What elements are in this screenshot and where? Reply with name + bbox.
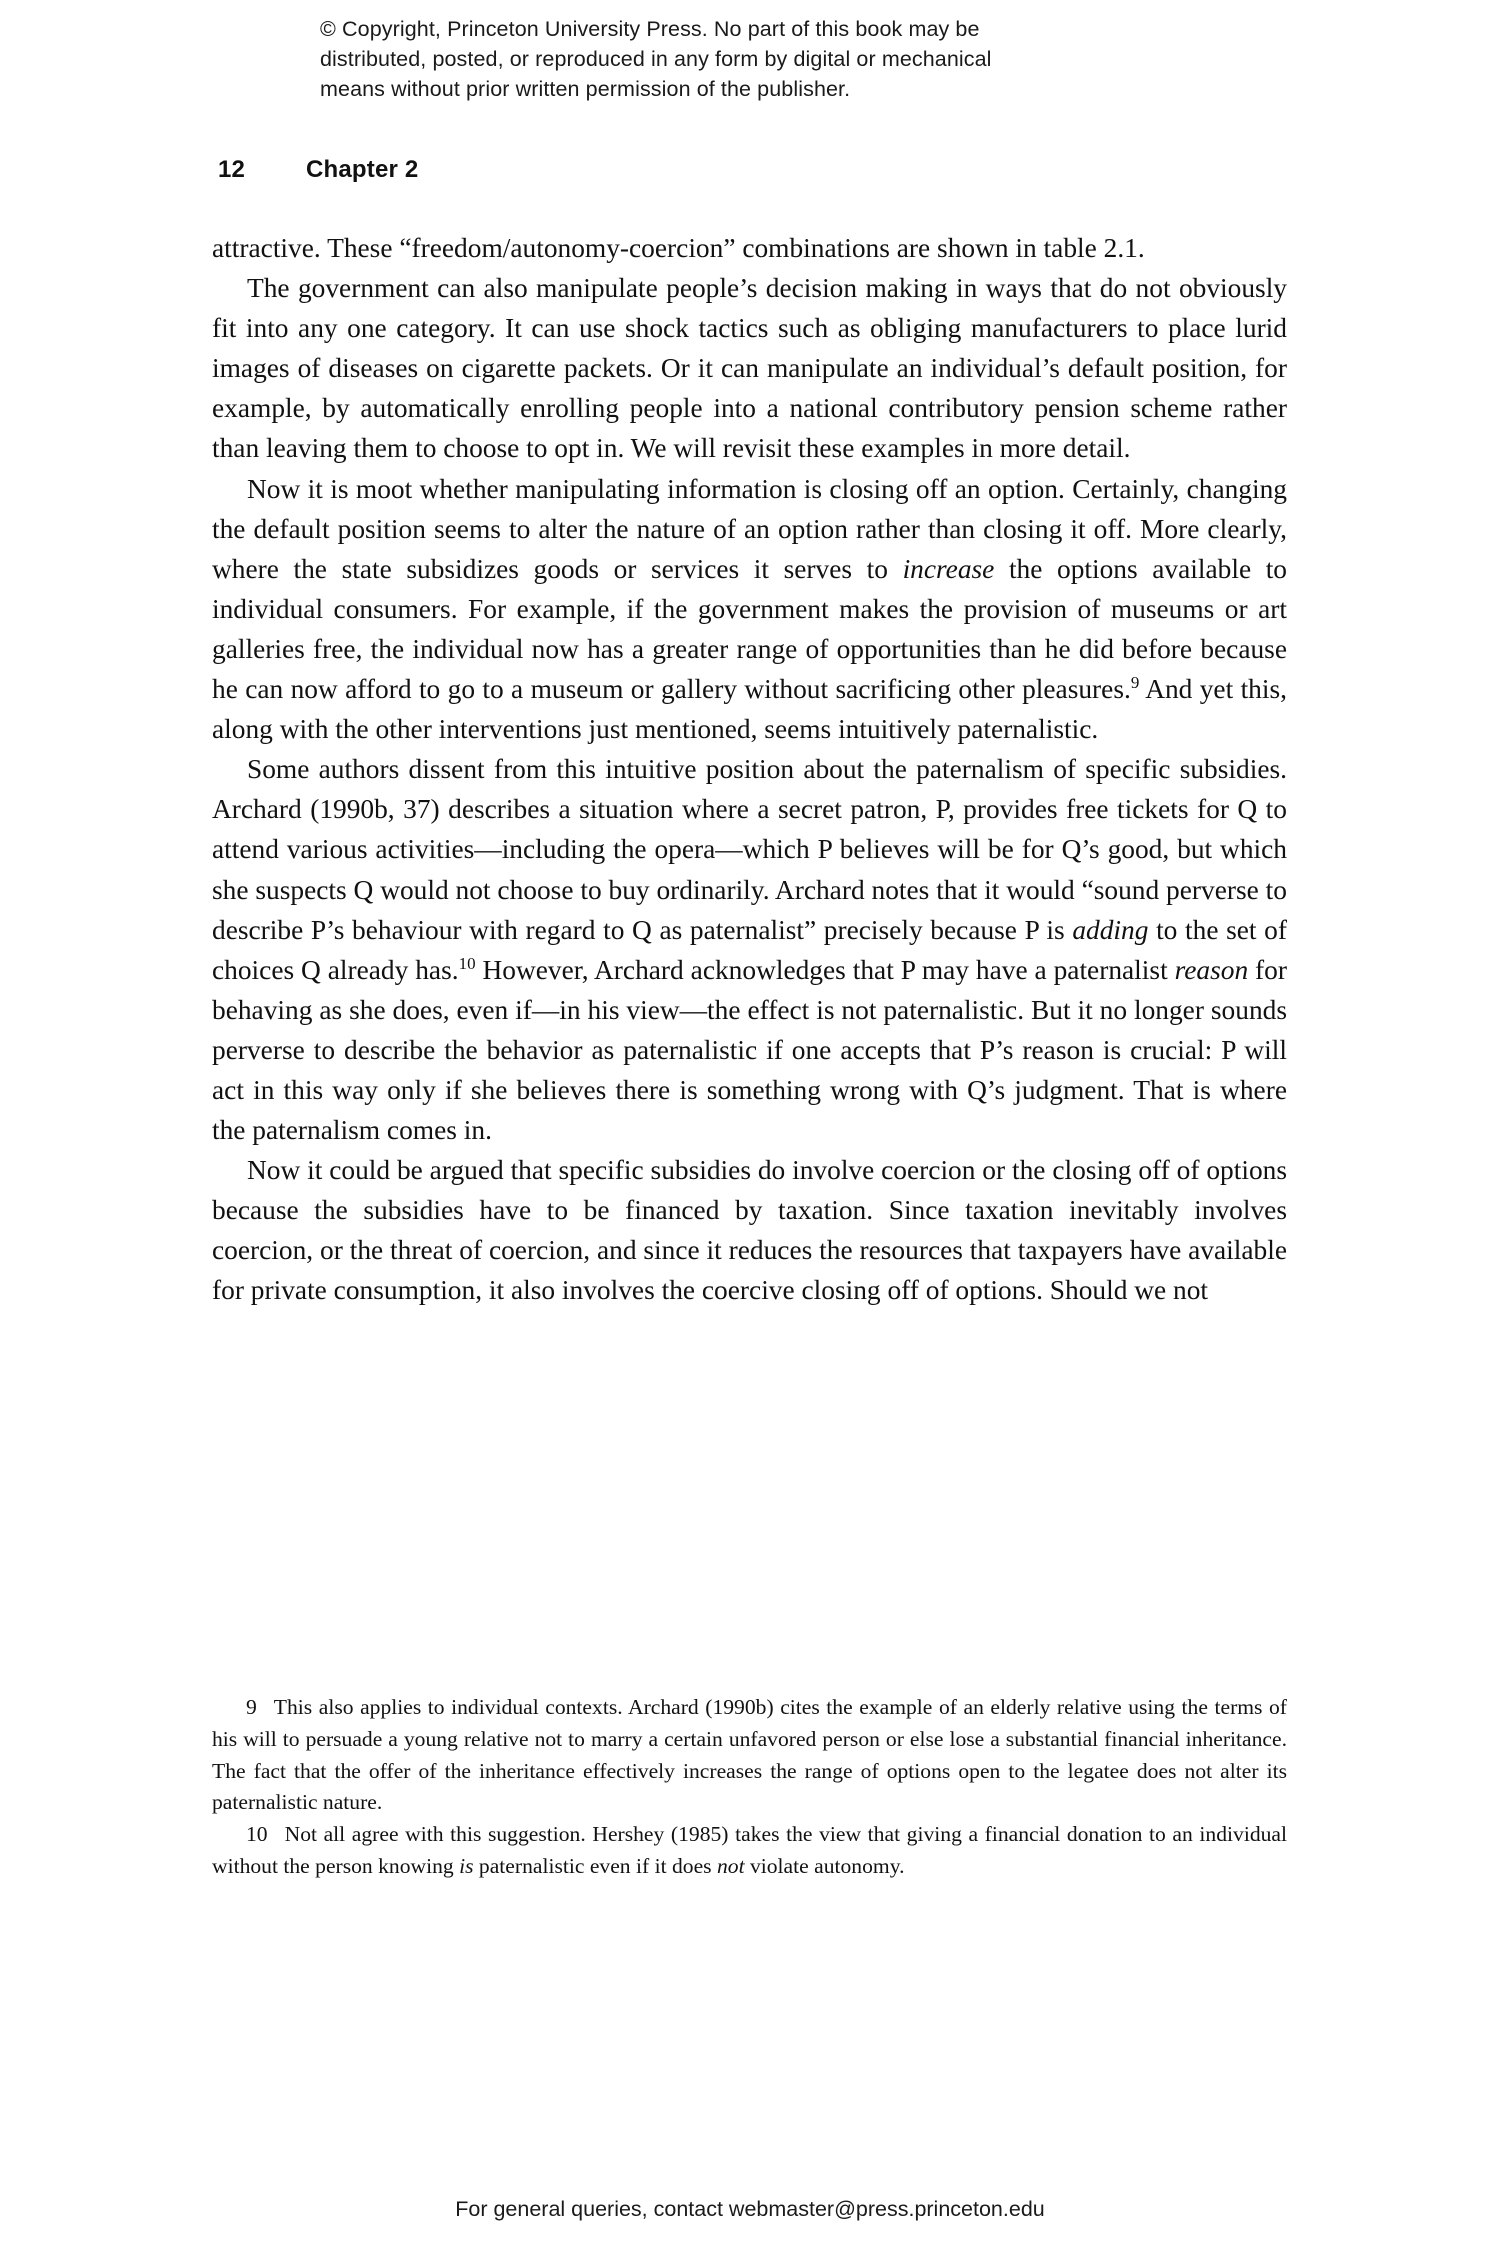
footnotes-section [212, 1692, 1287, 1883]
body-paragraph: Now it could be argued that specific subsidies do involve coercion or the closing off of options because the subsidies have to be financed by taxation. Since taxation inevitably involves coercion, or the threat of coercion, and since it reduces the resources that taxpayers have available for private consumption, it also involves the coercive closing off of options. Should we not [212, 1155, 1287, 1306]
footnote-reference[interactable]: 10 [458, 953, 476, 973]
footnote-entry: 10 Not all agree with this suggestion. Hershey (1985) takes the view that giving a financial donation to an individual without the person knowing is paternalistic even if it does not violate autonomy. [212, 1819, 1287, 1883]
copyright-line-3: means without prior written permission of the publisher. [320, 77, 851, 101]
page-number: 12 [218, 156, 246, 183]
emphasis-text: is [459, 1853, 474, 1878]
footnote-entry: 9 This also applies to individual contexts. Archard (1990b) cites the example of an elderly relative using the terms of his will to persuade a young relative not to marry a certain unfavored person or else lose a substantial financial inheritance. The fact that the offer of the inheritance effectively increases the range of options open to the legatee does not alter its paternalistic nature. [212, 1692, 1287, 1819]
emphasis-text: not [716, 1853, 745, 1878]
copyright-notice [320, 14, 1180, 104]
emphasis-text: increase [902, 553, 995, 584]
body-paragraph: Some authors dissent from this intuitive position about the paternalism of specific subsidies. Archard (1990b, 37) describes a situation where a secret patron, P, provides free tickets for Q to attend various activities—including the opera—which P believes will be for Q’s good, but which she suspects Q would not choose to buy ordinarily. Archard notes that it would “sound perverse to describe P’s behaviour with regard to Q as paternalist” precisely because P is adding to the set of choices Q already has.$^{10}$ However, Archard acknowledges that P may have a paternalist reason for behaving as she does, even if—in his view—the effect is not paternalistic. But it no longer sounds perverse to describe the behavior as paternalistic if one accepts that P’s reason is crucial: P will act in this way only if she believes there is something wrong with Q’s judgment. That is where the paternalism comes in. [212, 754, 1287, 1146]
body-text-column [212, 228, 1287, 1311]
page-footer [0, 2195, 1500, 2223]
emphasis-text: adding [1072, 914, 1149, 945]
running-head [218, 155, 418, 185]
copyright-line-1: © Copyright, Princeton University Press. No part of this book may be [320, 17, 980, 41]
copyright-line-2: distributed, posted, or reproduced in any form by digital or mechanical [320, 47, 992, 71]
footnote-reference[interactable]: 9 [1130, 672, 1140, 692]
body-paragraph: Now it is moot whether manipulating information is closing off an option. Certainly, changing the default position seems to alter the nature of an option rather than closing it off. More clearly, where the state subsidizes goods or services it serves to increase the options available to individual consumers. For example, if the government makes the provision of museums or art galleries free, the individual now has a greater range of opportunities than he did before because he can now afford to go to a museum or gallery without sacrificing other pleasures.$^9$ And yet this, along with the other interventions just mentioned, seems intuitively paternalistic. [212, 473, 1287, 745]
body-paragraph: attractive. These “freedom/autonomy-coercion” combinations are shown in table 2.1. [212, 233, 1145, 263]
footer-text: For general queries, contact webmaster@press.princeton.edu [455, 2197, 1045, 2221]
chapter-title: Chapter 2 [305, 156, 419, 183]
emphasis-text: reason [1174, 954, 1249, 985]
body-paragraph: The government can also manipulate people’s decision making in ways that do not obviously fit into any one category. It can use shock tactics such as obliging manufacturers to place lurid images of diseases on cigarette packets. Or it can manipulate an individual’s default position, for example, by automatically enrolling people into a national contributory pension scheme rather than leaving them to choose to opt in. We will revisit these examples in more detail. [212, 273, 1287, 464]
footnote-marker: 10 [246, 1822, 268, 1847]
footnote-marker: 9 [246, 1695, 257, 1719]
